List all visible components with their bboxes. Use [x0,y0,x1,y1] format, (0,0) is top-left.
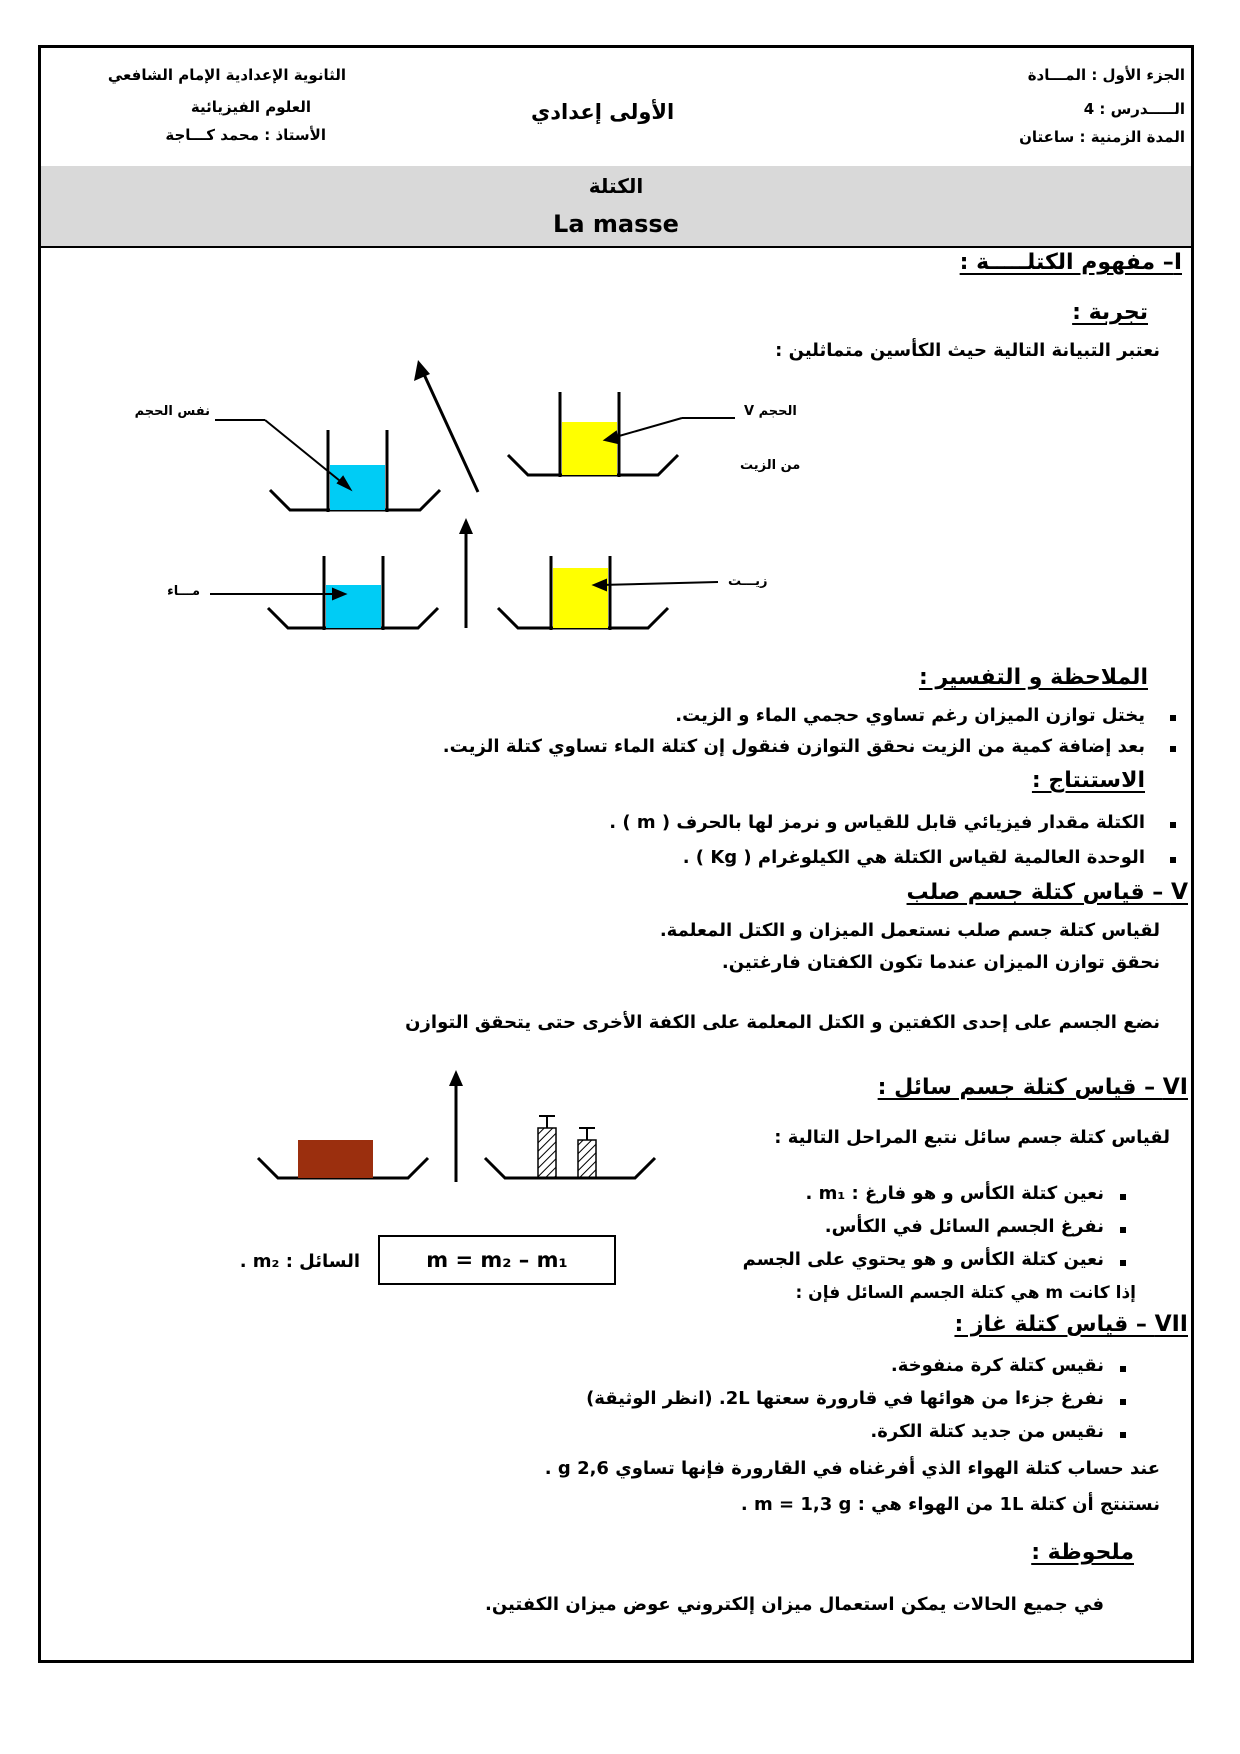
bullet-icon [1120,1194,1126,1200]
pan-masses [485,1116,655,1178]
observation-2: بعد إضافة كمية من الزيت نحقق التوازن فنقول إن كتلة الماء تساوي كتلة الزيت. [442,736,1145,757]
label-same-volume: نفس الحجم [134,404,210,419]
section6-result: إذا كانت m هي كتلة الجسم السائل فإن : [795,1283,1136,1303]
observation-1: يختل توازن الميزان رغم تساوي حجمي الماء و الزيت. [675,705,1145,726]
school-name: الثانوية الإعدادية الإمام الشافعي [107,66,346,84]
section5-line-3: نضع الجسم على إحدى الكفتين و الكتل المعلمة على الكفة الأخرى حتى يتحقق التوازن [405,1012,1160,1033]
vertical-arrow-2 [449,1070,463,1182]
pan-solid [258,1140,428,1178]
section6-intro: لقياس كتلة جسم سائل نتبع المراحل التالية : [774,1127,1170,1148]
duration: المدة الزمنية : ساعتان [1019,128,1185,146]
section7-calc: عند حساب كتلة الهواء الذي أفرغناه في القارورة فإنها تساوي 2,6 g . [544,1458,1160,1479]
subject-name: العلوم الفيزيائية [190,98,311,116]
label-volume-v: الحجم V [744,404,797,419]
solid-block [298,1140,373,1178]
note-heading: ملحوظة : [1031,1540,1134,1565]
section5-line-2: نحقق توازن الميزان عندما تكون الكفتان فارغتين. [721,952,1160,973]
section7-heading: VII – قياس كتلة غاز : [954,1312,1188,1337]
section5-line-1: لقياس كتلة جسم صلب نستعمل الميزان و الكتل المعلمة. [659,920,1160,941]
section6-step-3: نعين كتلة الكأس و هو يحتوي على الجسم [742,1249,1104,1270]
section7-step-1: نقيس كتلة كرة منفوخة. [890,1355,1104,1376]
section1-heading: I– مفهوم الكتلـــــة : [959,250,1182,275]
bullet-icon [1120,1260,1126,1266]
observation-heading: الملاحظة و التفسير : [918,665,1148,690]
mass-weight-1 [538,1128,556,1178]
section7-deduce: نستنتج أن كتلة 1L من الهواء هي : m = 1,3 g . [740,1494,1160,1515]
mass-weight-2 [578,1140,596,1178]
section5-heading: V – قياس كتلة جسم صلب [906,880,1188,905]
experiment-intro: نعتبر التبيانة التالية حيث الكأسين متماثلين : [775,340,1160,361]
section6-step-3-tail: السائل : m₂ . [239,1251,360,1272]
bullet-icon [1120,1399,1126,1405]
label-water: مـــاء [167,584,200,599]
bullet-icon [1120,1432,1126,1438]
title-arabic: الكتلة [588,174,644,198]
conclusion-heading: الاستنتاج : [1031,768,1145,793]
conclusion-1: الكتلة مقدار فيزيائي قابل للقياس و نرمز لها بالحرف ( m ) . [609,812,1145,833]
label-of-oil: من الزيت [740,458,801,473]
section6-step-1: نعين كتلة الكأس و هو فارغ : m₁ . [805,1183,1104,1204]
teacher-name: الأستاذ : محمد كـــاجة [165,126,326,144]
note-text: في جميع الحالات يمكن استعمال ميزان إلكتروني عوض ميزان الكفتين. [485,1594,1104,1615]
section7-step-2: نفرغ جزءا من هوائها في قارورة سعتها 2L. (انظر الوثيقة) [586,1388,1104,1409]
section7-step-3: نقيس من جديد كتلة الكرة. [870,1421,1104,1442]
title-french: La masse [553,210,679,238]
liquid-mass-formula: m = m₂ – m₁ [378,1235,616,1285]
section6-heading: VI – قياس كتلة جسم سائل : [877,1075,1188,1100]
label-oil: زيـــت [728,574,768,589]
conclusion-2: الوحدة العالمية لقياس الكتلة هي الكيلوغرام ( Kg ) . [682,847,1145,868]
level: الأولى إعدادي [531,100,675,124]
experiment-heading: تجربة : [1072,300,1148,325]
lesson-number: الـــــدرس : 4 [1083,100,1185,118]
section6-step-2: نفرغ الجسم السائل في الكأس. [824,1216,1104,1237]
bullet-icon [1120,1227,1126,1233]
part: الجزء الأول : المـــادة [1027,66,1185,84]
bullet-icon [1120,1366,1126,1372]
